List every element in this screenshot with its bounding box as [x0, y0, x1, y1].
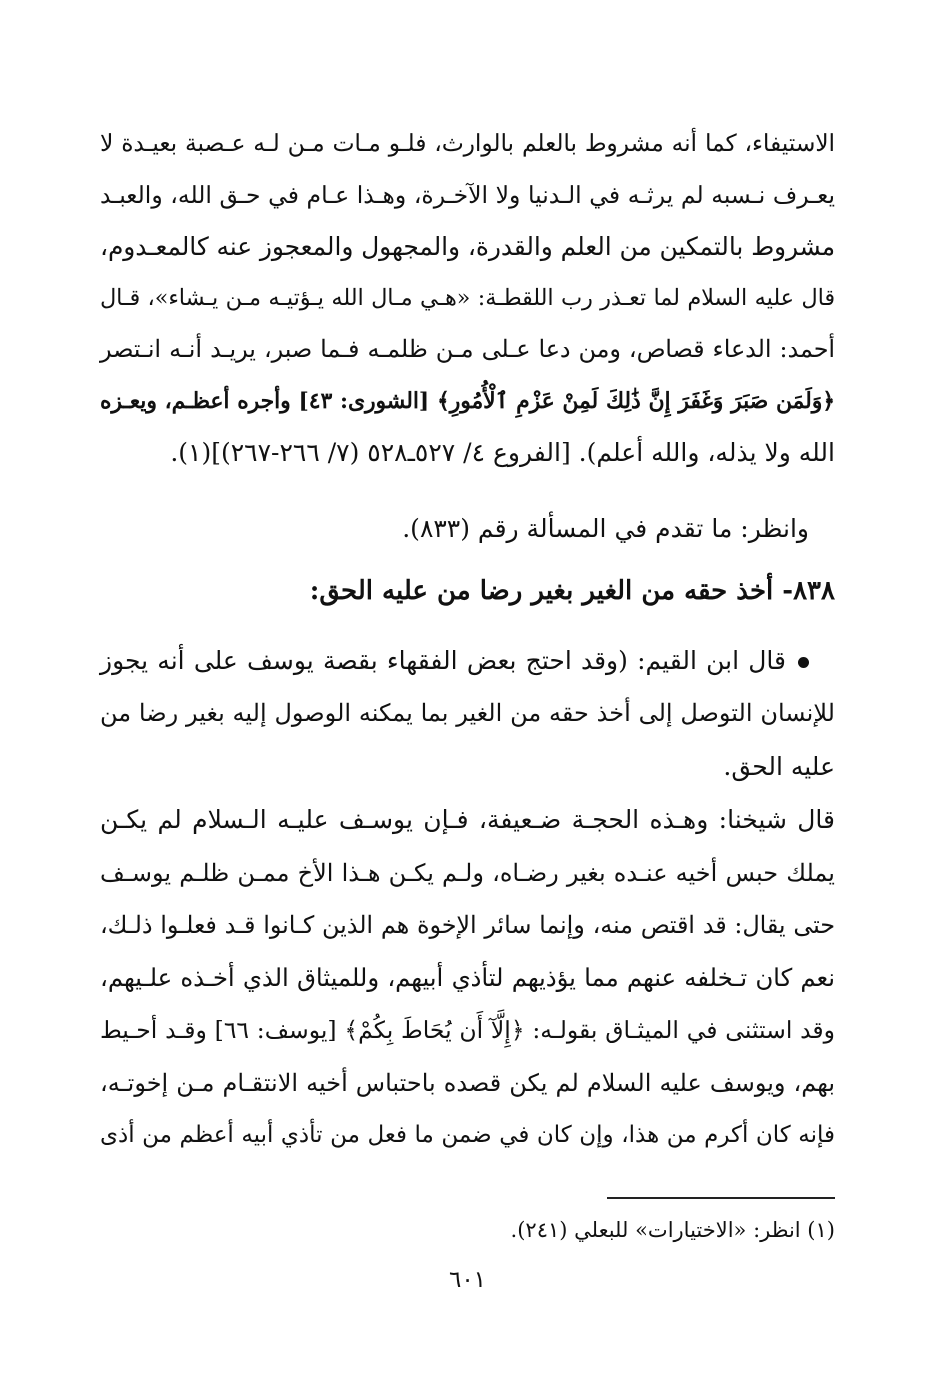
shaykh-paragraph [100, 794, 835, 1162]
paragraph-line: مشروط بالتمكين من العلم والقدرة، والمجهول والمعجوز عنه كالمعـدوم، [100, 232, 835, 261]
see-also-note: وانظر: ما تقدم في المسألة رقم (٨٣٣). [402, 514, 809, 543]
paragraph-line: الله ولا يذله، والله أعلم). [الفروع ٤/ ٥٢٧ـ٥٢٨ (٧/ ٢٦٦-٢٦٧)](١). [170, 438, 835, 467]
paragraph-line: حتى يقال: قد اقتص منه، وإنما سائر الإخوة هم الذين كـانوا قـد فعلـوا ذلـك، [100, 911, 835, 939]
ibn-qayyim-paragraph [100, 634, 835, 793]
quran-verse-line: وقد استثنى في الميثـاق بقولـه: ﴿إِلَّآ أَن يُحَاطَ بِكُمْ﴾ [يوسف: ٦٦] وقـد أحـيط [100, 1016, 836, 1044]
page-number: ٦٠١ [448, 1267, 487, 1293]
quran-verse-line: ﴿وَلَمَن صَبَرَ وَغَفَرَ إِنَّ ذَٰلِكَ لَمِنْ عَزْمِ ٱلْأُمُورِ﴾ [الشورى: ٤٣] وأجره أعظـم، ويعـزه [100, 388, 835, 414]
paragraph-line: الاستيفاء، كما أنه مشروط بالعلم بالوارث، فلـو مـات مـن لـه عـصبة بعيـدة لا [100, 130, 835, 157]
footnote-divider [607, 1197, 835, 1199]
paragraph-line: قال ابن القيم: (وقد احتج بعض الفقهاء بقصة يوسف على أنه يجوز [100, 634, 835, 687]
section-heading: ٨٣٨- أخذ حقه من الغير بغير رضا من عليه الحق: [309, 576, 835, 606]
paragraph-line: بهم، ويوسف عليه السلام لم يكن قصده باحتباس أخيه الانتقـام مـن إخوتـه، [100, 1068, 835, 1097]
footnote: (١) انظر: «الاختيارات» للبعلي (٢٤١). [510, 1218, 835, 1242]
paragraph-line: أحمد: الدعاء قصاص، ومن دعا عـلى مـن ظلمـه فـما صبر، يريـد أنـه انـتصر [100, 335, 835, 363]
paragraph-line: قال شيخنا: وهـذه الحجـة ضـعيفة، فـإن يوسـف عليـه الـسلام لم يكـن [100, 805, 835, 834]
top-paragraph [100, 118, 835, 479]
paragraph-line: للإنسان التوصل إلى أخذ حقه من الغير بما يمكنه الوصول إليه بغير رضا من [100, 699, 835, 727]
paragraph-line: يملك حبس أخيه عنـده بغير رضـاه، ولـم يكـن هـذا الأخ ممـن ظلـم يوسـف [100, 858, 835, 887]
paragraph-line: قال عليه السلام لما تعـذر رب اللقطـة: «هـي مـال الله يـؤتيـه مـن يـشاء»، قـال [100, 284, 835, 311]
bullet-icon [798, 657, 809, 668]
paragraph-line: عليه الحق. [723, 752, 835, 781]
paragraph-line: يعـرف نـسبه لم يرثـه في الـدنيا ولا الآخـرة، وهـذا عـام في حـق الله، والعبـد [100, 180, 835, 209]
paragraph-line: نعم كان تـخلفه عنهم مما يؤذيهم لتأذي أبيهم، وللميثاق الذي أخـذه علـيهم، [100, 962, 835, 992]
paragraph-line: فإنه كان أكرم من هذا، وإن كان في ضمن ما فعل من تأذي أبيه أعظم من أذى [100, 1122, 835, 1148]
